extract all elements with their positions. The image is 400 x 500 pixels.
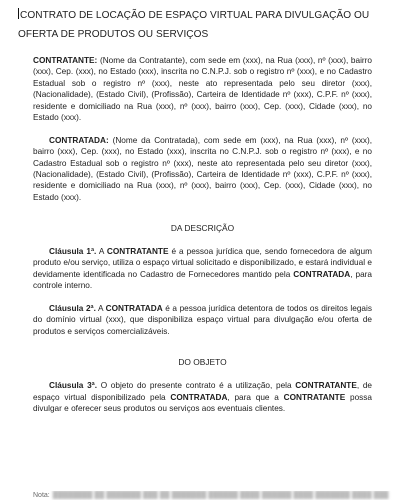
clause-3-party: CONTRATANTE xyxy=(283,392,346,402)
clause-3-text: , para que a xyxy=(227,392,284,402)
spacer xyxy=(33,369,372,380)
clause-2-text: é a pessoa jurídica detentora de todos os direitos legais do domínio virtual (xxx), que disponibiliza espaço virtual para divulgação e/ou oferta de produtos e serviços comercializáveis. xyxy=(33,304,372,336)
clause-3-text: possa divulgar e oferecer seus produtos ou serviços aos eventuais clientes. xyxy=(33,392,373,413)
clause-1-paragraph xyxy=(33,246,372,292)
document-title-text: CONTRATO DE LOCAÇÃO DE ESPAÇO VIRTUAL PARA DIVULGAÇÃO OU OFERTA DE PRODUTOS OU SERVIÇOS xyxy=(18,10,370,40)
clause-3-label: Cláusula 3ª. xyxy=(49,381,98,391)
clause-3-text: , de espaço virtual disponibilizado pela xyxy=(33,381,372,402)
contratante-label: CONTRATANTE: xyxy=(33,56,98,65)
contratada-paragraph xyxy=(33,135,372,203)
footnote-label: Nota: xyxy=(33,492,50,499)
document-title-block xyxy=(18,6,390,44)
section-heading-objeto: DO OBJETO xyxy=(178,357,227,368)
contratante-paragraph xyxy=(33,55,372,123)
section-heading-descricao: DA DESCRIÇÃO xyxy=(170,223,235,234)
spacer xyxy=(33,337,372,357)
spacer xyxy=(33,235,372,246)
contratante-text: (Nome da Contratante), com sede em (xxx), na Rua (xxx), nº (xxx), bairro (xxx), Cep. (xxx), no Estado (xxx), inscrita no C.N.P.J. sob o registro nº (xxx), e no Cadastro Estadual sob o registro nº (xxx), neste ato representada pelo seu diretor (xxx), (Nacionalidade), (Estado Civil), (Profissão), Carteira de Identidade nº (xxx), C.P.F. nº (xxx), residente e domiciliado na Rua (xxx), nº (xxx), bairro (xxx), Cep. (xxx), Cidade (xxx), no Estado (xxx). xyxy=(33,56,372,123)
clause-3-text: O objeto do presente contrato é a utilização, pela xyxy=(97,381,296,391)
spacer xyxy=(33,123,372,134)
clause-1-text: , para controle interno. xyxy=(33,269,372,291)
clause-1-party: CONTRATADA xyxy=(293,269,351,279)
contratada-text: (Nome da Contratada), com sede em (xxx), na Rua (xxx), nº (xxx), bairro (xxx), Cep. (xxx), no Estado (xxx), inscrita no C.N.P.J. sob o registro nº (xxx), e no Cadastro Estadual sob o registro nº (xxx), neste ato representada pelo seu diretor (xxx), (Nacionalidade), (Estado Civil), (Profissão), Carteira de Identidade nº (xxx), C.P.F. nº (xxx), residente e domiciliado na Rua (xxx), nº (xxx), bairro (xxx), Cep. (xxx), Cidade (xxx), no Estado (xxx). xyxy=(33,135,372,202)
document-body xyxy=(33,55,372,414)
spacer xyxy=(33,203,372,223)
clause-1-party: CONTRATANTE xyxy=(106,247,169,257)
spacer xyxy=(33,292,372,303)
clause-1-text: A xyxy=(96,247,107,257)
clause-2-paragraph xyxy=(33,303,372,337)
clause-3-party: CONTRATANTE xyxy=(295,381,357,391)
clause-2-label: Cláusula 2ª. xyxy=(49,304,96,314)
clause-3-paragraph xyxy=(33,380,372,414)
footnote xyxy=(33,491,393,500)
clause-2-text: A xyxy=(95,304,106,314)
clause-2-party: CONTRATADA xyxy=(105,304,163,314)
text-cursor xyxy=(18,8,19,19)
clause-3-party: CONTRATADA xyxy=(170,392,228,402)
clause-1-text: é a pessoa jurídica que, sendo fornecedora de algum produto e/ou serviço, utiliza o espaço virtual solicitado e disponibilizado, e estará individual e devidamente identificada no Cadastro de Fornecedores mantido pela xyxy=(33,247,372,279)
contratada-label: CONTRATADA: xyxy=(49,135,109,145)
document-title xyxy=(18,6,390,44)
clause-1-label: Cláusula 1ª. xyxy=(49,247,97,257)
footnote-blurred-text: ████████ ██ ███████ ███ ██ ███████ ██████ ████ ██████ ████ ███████ ████ ███ xyxy=(52,492,389,499)
